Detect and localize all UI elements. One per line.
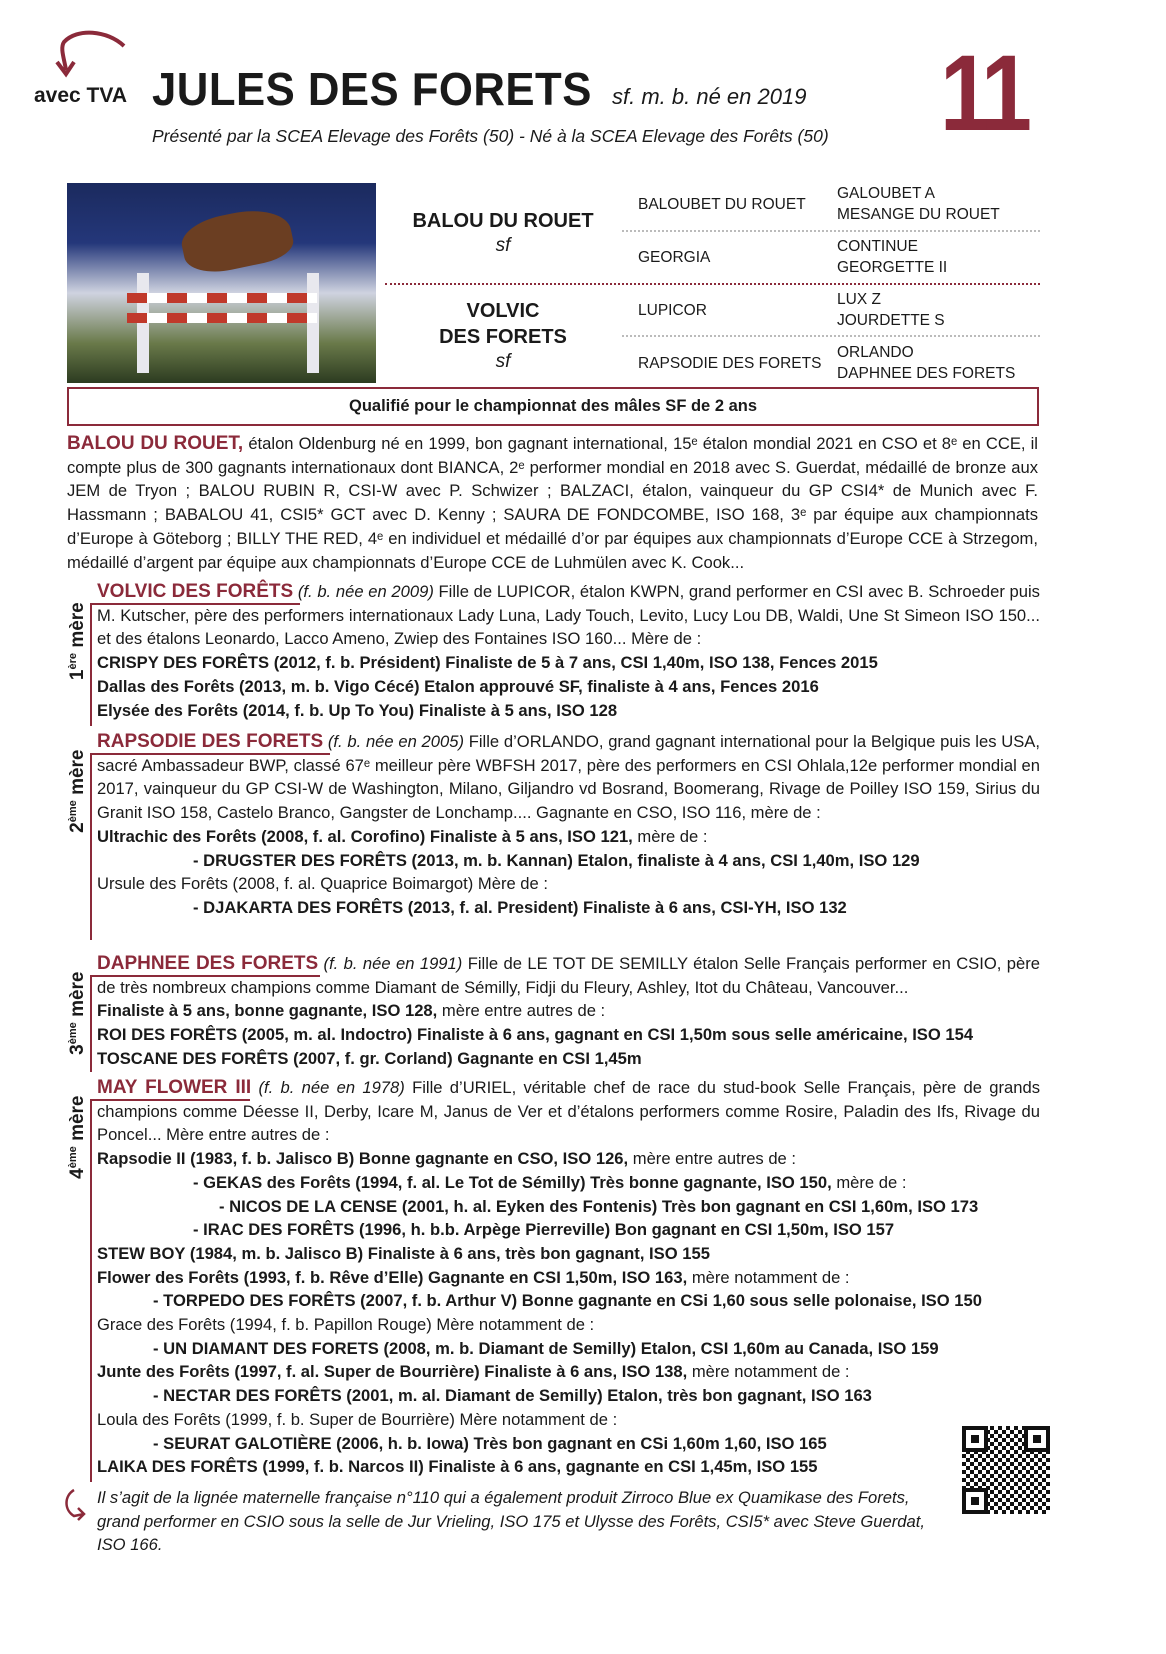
maternal-line-note: Il s’agit de la lignée maternelle française n°110 qui a également produit Zirroco Blue ex Quamikase des Forets, grand performer en CSIO sous la selle de Jur Vrieling, ISO 175 et Ulysse des Forêts, CSI5* avec Steve Guerdat, ISO 166. <box>97 1488 925 1555</box>
dam-breed: sf <box>495 351 511 372</box>
section-underline <box>90 603 300 605</box>
sire-description <box>67 432 1038 574</box>
section-rule <box>90 976 92 1072</box>
section-underline <box>90 1099 250 1101</box>
great-grandparent: ORLANDO <box>837 344 914 361</box>
dam-section <box>60 1076 1040 1479</box>
great-grandparent: CONTINUE <box>837 238 918 255</box>
pedigree-divider <box>622 335 1040 337</box>
qualification-banner: Qualifié pour le championnat des mâles SF de 2 ans <box>67 387 1039 426</box>
pedigree-divider <box>622 230 1040 232</box>
lot-number: 11 <box>940 32 1027 153</box>
offspring-line: - SEURAT GALOTIÈRE (2006, h. b. Iowa) Très bon gagnant en CSi 1,60m 1,60, ISO 165 <box>153 1433 827 1453</box>
dam-rank-label: 2ème mère <box>66 749 89 833</box>
offspring-line: ROI DES FORÊTS (2005, m. al. Indoctro) Finaliste à 6 ans, gagnant en CSI 1,50m sous selle américaine, ISO 154 <box>97 1025 974 1045</box>
dam-name: RAPSODIE DES FORETS <box>97 731 324 752</box>
great-grandparent: DAPHNEE DES FORETS <box>837 365 1016 382</box>
section-rule <box>90 604 92 726</box>
dam-description: Fille d’URIEL, véritable chef de race du stud-book Selle Français, père de grands champions comme Déesse II, Derby, Icare M, Janus de Ver et d’étalons performers comme Rosire, Paladin des Ifs, Rivage du Poncel... Mère entre autres de : <box>97 1078 1040 1145</box>
offspring-line: - DRUGSTER DES FORÊTS (2013, m. b. Kannan) Etalon, finaliste à 4 ans, CSI 1,40m, ISO 129 <box>193 850 920 870</box>
offspring-line: Ultrachic des Forêts (2008, f. al. Corofino) Finaliste à 5 ans, ISO 121, mère de : <box>97 826 708 846</box>
offspring-line: Finaliste à 5 ans, bonne gagnante, ISO 128, mère entre autres de : <box>97 1001 606 1021</box>
horse-info: sf. m. b. né en 2019 <box>612 84 807 109</box>
dam-birth: (f. b. née en 2005) <box>323 732 464 751</box>
dam-birth: (f. b. née en 1978) <box>251 1078 405 1097</box>
great-grandparent: JOURDETTE S <box>837 312 945 329</box>
dam-description: Fille d’ORLANDO, grand gagnant international pour la Belgique puis les USA, sacré Ambassadeur BWP, classé 67ᵉ meilleur père WBFSH 2017, père des performers en CSI Ohlala,12e performer mondial en 2017, vainqueur du GP CSI-W de Washington, Milano, Giljandro vd Bosrand, Boomerang, Rivage de Poilley ISO 159, Sirius du Granit ISO 158, Castelo Branco, Gangster de Lonchamp.... Gagnante en CSO, ISO 116, mère de : <box>97 732 1040 823</box>
qr-code[interactable] <box>962 1426 1050 1514</box>
offspring-line: - NICOS DE LA CENSE (2001, h. al. Eyken des Fontenis) Très bon gagnant en CSI 1,60m, ISO 173 <box>219 1196 979 1216</box>
dam-birth: (f. b. née en 2009) <box>293 582 434 601</box>
dam-name: MAY FLOWER III <box>97 1077 252 1098</box>
offspring-line: TOSCANE DES FORÊTS (2007, f. gr. Corland) Gagnante en CSI 1,45m <box>97 1048 642 1068</box>
offspring-line: Ursule des Forêts (2008, f. al. Quaprice Boimargot) Mère de : <box>97 874 548 894</box>
great-grandparent: GEORGETTE II <box>837 259 948 276</box>
offspring-line: STEW BOY (1984, m. b. Jalisco B) Finaliste à 6 ans, très bon gagnant, ISO 155 <box>97 1243 710 1263</box>
offspring-line: - DJAKARTA DES FORÊTS (2013, f. al. President) Finaliste à 6 ans, CSI-YH, ISO 132 <box>193 897 847 917</box>
section-rule <box>90 754 92 940</box>
great-grandparent: MESANGE DU ROUET <box>837 206 1000 223</box>
dam-name: DAPHNEE DES FORETS <box>97 953 319 974</box>
offspring-line: - NECTAR DES FORÊTS (2001, m. al. Diamant de Semilly) Etalon, très bon gagnant, ISO 163 <box>153 1386 872 1406</box>
offspring-line: LAIKA DES FORÊTS (1999, f. b. Narcos II) Finaliste à 6 ans, gagnante en CSI 1,45m, ISO 155 <box>97 1457 818 1477</box>
offspring-line: CRISPY DES FORÊTS (2012, f. b. Président) Finaliste de 5 à 7 ans, CSI 1,40m, ISO 138, Fences 2015 <box>97 653 878 673</box>
dam-rank-label: 3ème mère <box>66 971 89 1055</box>
offspring-line: Junte des Forêts (1997, f. al. Super de Bourrière) Finaliste à 6 ans, ISO 138, mère notamment de : <box>97 1362 850 1382</box>
dam-name-2: DES FORETS <box>439 326 567 348</box>
great-grandparent: LUX Z <box>837 291 881 308</box>
dam-section <box>60 730 1040 920</box>
offspring-line: - GEKAS des Forêts (1994, f. al. Le Tot de Sémilly) Très bonne gagnante, ISO 150, mère de : <box>193 1172 907 1192</box>
dam-description: Fille de LE TOT DE SEMILLY étalon Selle Français performer en CSIO, père de très nombreux champions comme Diamant de Sémilly, Fidji du Fleury, Ashley, Itot du Château, Vancouver... <box>97 954 1040 997</box>
grandparent: GEORGIA <box>638 249 711 266</box>
dam-name-1: VOLVIC <box>466 300 540 322</box>
offspring-line: Flower des Forêts (1993, f. b. Rêve d’Elle) Gagnante en CSI 1,50m, ISO 163, mère notamment de : <box>97 1267 850 1287</box>
curved-arrow-icon <box>52 28 132 78</box>
great-grandparent: GALOUBET A <box>837 185 935 202</box>
dam-description: Fille de LUPICOR, étalon KWPN, grand performer en CSI avec B. Schroeder puis M. Kutscher, père des performers internationaux Lady Luna, Lady Touch, Levito, Lucy Lou DB, Waldi, Une St Simeon ISO 150... et des étalons Leonardo, Lacco Ameno, Zwiep des Fontaines ISO 160... Mère de : <box>97 582 1040 649</box>
horse-photo <box>67 183 376 383</box>
section-underline <box>90 975 320 977</box>
offspring-line: - UN DIAMANT DES FORETS (2008, m. b. Diamant de Semilly) Etalon, CSI 1,60m au Canada, ISO 159 <box>153 1338 939 1358</box>
section-underline <box>90 753 330 755</box>
offspring-line: - IRAC DES FORÊTS (1996, h. b.b. Arpège Pierreville) Bon gagnant en CSI 1,50m, ISO 157 <box>193 1220 895 1240</box>
offspring-line: Elysée des Forêts (2014, f. b. Up To You) Finaliste à 5 ans, ISO 128 <box>97 700 618 720</box>
sire-text: étalon Oldenburg né en 1999, bon gagnant international, 15ᵉ étalon mondial 2021 en CSO et 8ᵉ en CCE, il compte plus de 300 gagnants internationaux dont BIANCA, 2ᵉ performer mondial en 2018 avec S. Guerdat, médaillé de bronze aux JEM de Tryon ; BALOU RUBIN R, CSI-W avec P. Schwizer ; BALZACI, étalon, vainqueur du GP CSI4* de Munich avec F. Hassmann ; BABALOU 41, CSI5* GCT avec D. Kenny ; SAURA DE FONDCOMBE, ISO 168, 3ᵉ par équipe aux championnats d’Europe à Göteborg ; BILLY THE RED, 4ᵉ en individuel et médaillé d’or par équipes aux championnats d’Europe CCE à Strzegom, médaillé d’argent par équipe aux championnats d’Europe CCE de Luhmülen avec K. Cook... <box>67 434 1038 572</box>
dam-birth: (f. b. née en 1991) <box>318 954 463 973</box>
pedigree-divider <box>385 283 1040 285</box>
offspring-line: - TORPEDO DES FORÊTS (2007, f. b. Arthur V) Bonne gagnante en CSi 1,60 sous selle polonaise, ISO 150 <box>153 1291 982 1311</box>
dam-section <box>60 952 1040 1071</box>
presenter-line: Présenté par la SCEA Elevage des Forêts (50) - Né à la SCEA Elevage des Forêts (50) <box>152 126 829 146</box>
offspring-line: Rapsodie II (1983, f. b. Jalisco B) Bonne gagnante en CSO, ISO 126, mère entre autres de : <box>97 1149 797 1169</box>
dam-rank-label: 1ère mère <box>66 602 89 681</box>
grandparent: BALOUBET DU ROUET <box>638 196 806 213</box>
dam-name: VOLVIC DES FORÊTS <box>97 581 294 602</box>
horse-name: JULES DES FORETS <box>152 63 592 115</box>
dam-section <box>60 580 1040 722</box>
sire-breed: sf <box>495 235 511 256</box>
offspring-line: Loula des Forêts (1999, f. b. Super de Bourrière) Mère notamment de : <box>97 1409 618 1429</box>
grandparent: RAPSODIE DES FORETS <box>638 355 822 372</box>
offspring-line: Grace des Forêts (1994, f. b. Papillon Rouge) Mère notamment de : <box>97 1315 595 1335</box>
dam-rank-label: 4ème mère <box>66 1095 89 1179</box>
sire-name-heading: BALOU DU ROUET, <box>67 433 244 454</box>
vat-label: avec TVA <box>34 84 127 107</box>
sire-name: BALOU DU ROUET <box>412 210 594 232</box>
grandparent: LUPICOR <box>638 302 707 319</box>
offspring-line: Dallas des Forêts (2013, m. b. Vigo Cécé) Etalon approuvé SF, finaliste à 4 ans, Fences 2016 <box>97 676 819 696</box>
curved-arrow-icon <box>62 1488 88 1522</box>
section-rule <box>90 1100 92 1482</box>
